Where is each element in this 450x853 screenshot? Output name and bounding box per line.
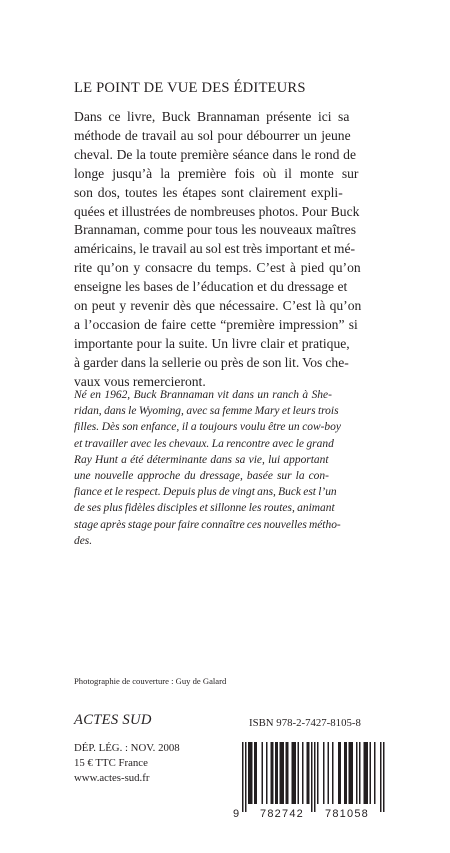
barcode-bar xyxy=(380,742,382,812)
barcode-bar xyxy=(328,742,330,804)
barcode-bar xyxy=(307,742,309,804)
biography-line: et travailler avec les chevaux. La rencontre avec le grand xyxy=(74,437,334,450)
barcode-bar xyxy=(344,742,346,804)
biography-line: Ray Hunt a été déterminante dans sa vie, lui apportant xyxy=(74,453,329,466)
description-line: Brannaman, comme pour tous les nouveaux maîtres xyxy=(74,222,356,238)
barcode-bar xyxy=(275,742,277,804)
description-line: son dos, toutes les étapes sont clairement expli- xyxy=(74,184,343,200)
biography-line: ridan, dans le Wyoming, avec sa femme Mary et leurs trois xyxy=(74,405,339,418)
barcode-bar xyxy=(295,742,297,804)
section-heading: LE POINT DE VUE DES ÉDITEURS xyxy=(74,80,306,96)
publisher-description xyxy=(74,108,384,392)
barcode-bar xyxy=(383,742,385,812)
barcode-bar xyxy=(311,742,313,812)
barcode-bar xyxy=(356,742,358,804)
barcode-bar xyxy=(370,742,372,804)
barcode-bar xyxy=(338,742,340,804)
barcode-bar xyxy=(364,742,366,804)
barcode-bar xyxy=(314,742,316,812)
description-line: importante pour la suite. Un livre clair et pratique, xyxy=(74,335,350,351)
barcode-bar xyxy=(302,742,304,804)
barcode-bar xyxy=(277,742,279,804)
description-line: cheval. De la toute première séance dans le rond de xyxy=(74,146,356,162)
description-line: a l’occasion de faire cette “première impression” si xyxy=(74,316,358,332)
barcode-bar xyxy=(271,742,273,804)
barcode-bar xyxy=(272,742,274,804)
barcode-bar xyxy=(266,742,268,804)
barcode-bar xyxy=(280,742,282,804)
barcode-bar xyxy=(250,742,252,804)
barcode-bar xyxy=(251,742,253,804)
legal-info xyxy=(74,741,180,787)
barcode-bar xyxy=(256,742,258,804)
biography-line: des. xyxy=(74,534,93,547)
barcode-bar xyxy=(254,742,256,804)
description-line: longe jusqu’à la première fois où il monte sur xyxy=(74,165,359,181)
biography-line: stage après stage pour faire connaître ces nouvelles métho- xyxy=(74,518,341,531)
description-line: américains, le travail au sol est très important et mé- xyxy=(74,241,356,257)
biography-line: fiance et le respect. Depuis plus de vingt ans, Buck est l’un xyxy=(74,486,337,499)
barcode-bar xyxy=(332,742,334,804)
description-line: quées et illustrées de nombreuses photos. Pour Buck xyxy=(74,203,360,219)
price: 15 € TTC France xyxy=(74,757,148,770)
barcode-bar xyxy=(262,742,264,804)
barcode xyxy=(230,740,390,820)
barcode-digits-left: 782742 xyxy=(260,808,304,820)
description-line: on peut y revenir dès que nécessaire. C’est là qu’on xyxy=(74,298,362,314)
barcode-bar xyxy=(365,742,367,804)
description-line: vaux vous remercieront. xyxy=(74,373,206,389)
description-line: Dans ce livre, Buck Brannaman présente ici sa xyxy=(74,109,350,124)
barcode-bar xyxy=(367,742,369,804)
barcode-bar xyxy=(308,742,310,804)
description-line: enseigne les bases de l’éducation et du dressage et xyxy=(74,279,348,295)
biography-line: Né en 1962, Buck Brannaman vit dans un ranch à She- xyxy=(74,389,332,401)
publisher-website: www.actes-sud.fr xyxy=(74,772,150,785)
barcode-bar xyxy=(287,742,289,804)
barcode-bar xyxy=(293,742,295,804)
barcode-bar xyxy=(242,742,244,812)
barcode-bar xyxy=(248,742,250,804)
biography-line: de ses plus fidèles disciples et sillonne les routes, animant xyxy=(74,502,335,515)
barcode-bar xyxy=(292,742,294,804)
description-line: à garder dans la sellerie ou près de son lit. Vos che- xyxy=(74,354,349,370)
barcode-digit-lead: 9 xyxy=(233,808,240,820)
isbn-number: ISBN 978-2-7427-8105-8 xyxy=(249,717,361,729)
barcode-bar xyxy=(349,742,351,804)
description-line: méthode de travail au sol pour débourrer un jeune xyxy=(74,127,351,143)
barcode-bar xyxy=(317,742,319,804)
barcode-bar xyxy=(245,742,247,812)
legal-deposit: DÉP. LÉG. : NOV. 2008 xyxy=(74,742,180,754)
barcode-bar xyxy=(283,742,285,804)
barcode-bar xyxy=(350,742,352,804)
barcode-bar xyxy=(323,742,325,804)
barcode-bar xyxy=(340,742,342,804)
biography-line: une nouvelle approche du dressage, basée sur la con- xyxy=(74,470,329,483)
barcode-bar xyxy=(352,742,354,804)
biography-line: filles. Dès son enfance, il a toujours voulu être un cow-boy xyxy=(74,421,341,434)
barcode-bar xyxy=(281,742,283,804)
barcode-bar xyxy=(359,742,361,804)
barcode-bar xyxy=(346,742,348,804)
author-biography xyxy=(74,387,384,549)
publisher-name: ACTES SUD xyxy=(74,712,152,728)
barcode-bar xyxy=(374,742,376,804)
barcode-digits-right: 781058 xyxy=(325,808,369,820)
description-line: rite qu’on y consacre du temps. C’est à pied qu’on xyxy=(74,260,361,276)
barcode-bar xyxy=(298,742,300,804)
barcode-bar xyxy=(286,742,288,804)
cover-photo-credit: Photographie de couverture : Guy de Galard xyxy=(74,676,227,686)
